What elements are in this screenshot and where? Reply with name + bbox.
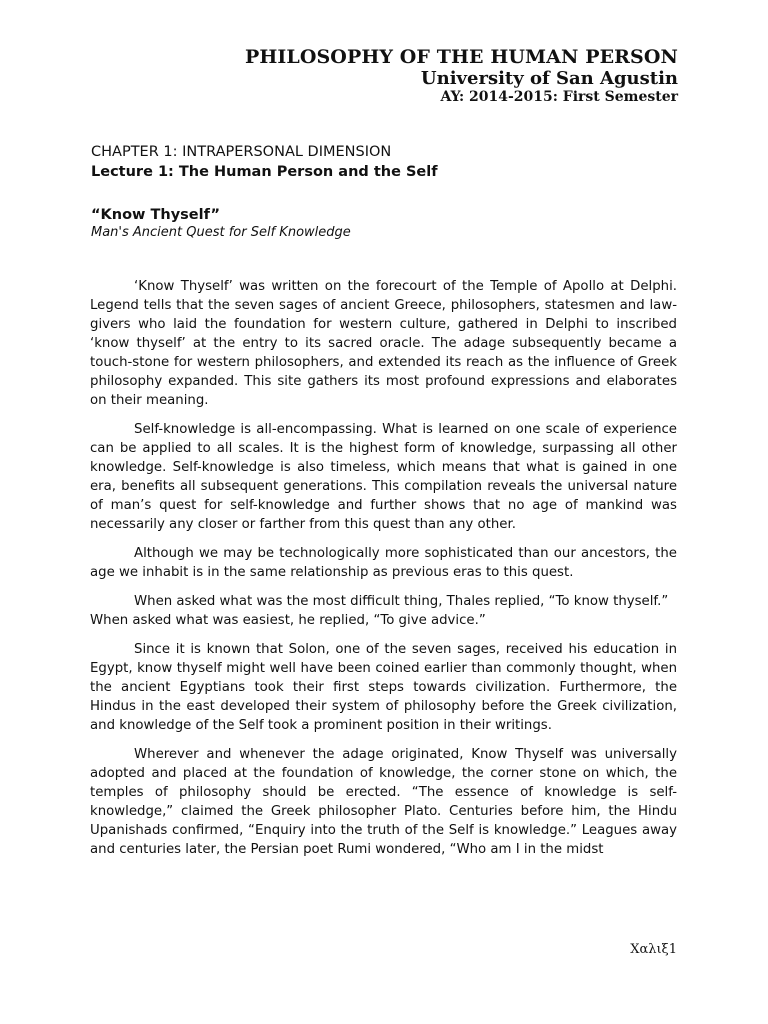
academic-term: AY: 2014-2015: First Semester xyxy=(440,89,678,105)
paragraph: Wherever and whenever the adage originated, Know Thyself was universally adopted and placed at the foundation of knowledge, the corner stone on which, the temples of philosophy should be erected. “The essence of knowledge is self-knowledge,” claimed the Greek philosopher Plato. Centuries before him, the Hindu Upanishads confirmed, “Enquiry into the truth of the Self is knowledge.” Leagues away and centuries later, the Persian poet Rumi wondered, “Who am I in the midst xyxy=(90,747,677,857)
lecture-heading: Lecture 1: The Human Person and the Self xyxy=(91,164,438,180)
paragraph: When asked what was easiest, he replied, “To give advice.” xyxy=(90,613,486,628)
section-title: “Know Thyself” xyxy=(91,207,221,223)
paragraph: When asked what was the most difficult thing, Thales replied, “To know thyself.” xyxy=(134,594,669,609)
university-name: University of San Agustin xyxy=(420,68,678,89)
body-text xyxy=(90,277,677,869)
paragraph: Although we may be technologically more sophisticated than our ancestors, the age we inhabit is in the same relationship as previous eras to this quest. xyxy=(90,546,677,580)
chapter-heading: CHAPTER 1: INTRAPERSONAL DIMENSION xyxy=(91,144,392,160)
paragraph: Self-knowledge is all-encompassing. What is learned on one scale of experience can be applied to all scales. It is the highest form of knowledge, surpassing all other knowledge. Self-knowledge is also timeless, which means that what is gained in one era, benefits all subsequent generations. This compilation reveals the universal nature of man’s quest for self-knowledge and further shows that no age of mankind was necessarily any closer or farther from this quest than any other. xyxy=(90,422,677,532)
paragraph: Since it is known that Solon, one of the seven sages, received his education in Egypt, know thyself might well have been coined earlier than commonly thought, when the ancient Egyptians took their first steps towards civilization. Furthermore, the Hindus in the east developed their system of philosophy before the Greek civilization, and knowledge of the Self took a prominent position in their writings. xyxy=(90,642,677,733)
section-subtitle: Man's Ancient Quest for Self Knowledge xyxy=(91,225,351,240)
course-title: PHILOSOPHY OF THE HUMAN PERSON xyxy=(244,46,678,68)
paragraph: ‘Know Thyself’ was written on the forecourt of the Temple of Apollo at Delphi. Legend tells that the seven sages of ancient Greece, philosophers, statesmen and law-givers who laid the foundation for western culture, gathered in Delphi to inscribed ‘know thyself’ at the entry to its sacred oracle. The adage subsequently became a touch-stone for western philosophers, and extended its reach as the influence of Greek philosophy expanded. This site gathers its most profound expressions and elaborates on their meaning. xyxy=(90,279,677,408)
page-footer: Χαλιξ1 xyxy=(630,942,677,957)
